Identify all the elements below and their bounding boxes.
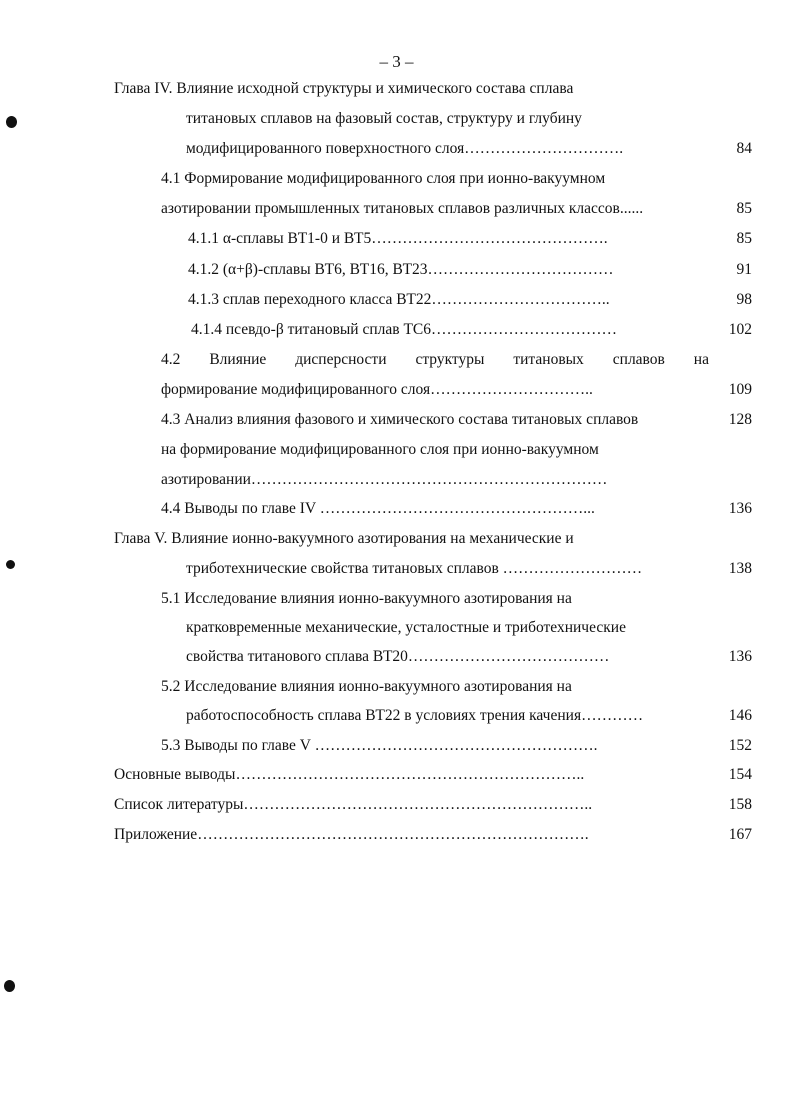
scan-hole-mark <box>6 560 15 569</box>
toc-page-number: 167 <box>728 826 752 843</box>
toc-title-line: модифицированного поверхностного слоя…………………………. <box>186 140 624 157</box>
toc-page-number: 158 <box>728 796 752 813</box>
toc-title-line: 4.1 Формирование модифицированного слоя при ионно-вакуумном <box>161 170 606 187</box>
toc-title-line: Приложение…………………………………………………………………. <box>114 826 589 843</box>
toc-page-number: 85 <box>736 200 752 217</box>
toc-word: сплавов <box>612 351 665 368</box>
toc-title-line: 4.1.4 псевдо-β титановый сплав ТС6……………………………… <box>191 321 618 338</box>
toc-page-number: 136 <box>728 648 752 665</box>
toc-title-line: Список литературы………………………………………………………….. <box>114 796 593 813</box>
toc-page-number: 128 <box>728 411 752 428</box>
toc-page-number: 136 <box>728 500 752 517</box>
toc-word: титановых <box>513 351 584 368</box>
toc-title-line: Глава IV. Влияние исходной структуры и химического состава сплава <box>114 80 574 97</box>
toc-title-line: на формирование модифицированного слоя при ионно-вакуумном <box>161 441 599 458</box>
toc-word: на <box>693 351 709 368</box>
page-number: – 3 – <box>379 52 414 71</box>
toc-title-line: 4.1.3 сплав переходного класса ВТ22…………………………….. <box>188 291 610 308</box>
toc-title-line: азотировании…………………………………………………………… <box>161 471 608 488</box>
toc-word: дисперсности <box>295 351 387 368</box>
toc-title-line: свойства титанового сплава ВТ20………………………………… <box>186 648 610 665</box>
toc-page-number: 85 <box>736 230 752 247</box>
toc-title-line: 4.4 Выводы по главе IV ……………………………………………... <box>161 500 595 517</box>
toc-page-number: 91 <box>736 261 752 278</box>
toc-page-number: 98 <box>736 291 752 308</box>
toc-page-number: 109 <box>728 381 752 398</box>
toc-word: Влияние <box>209 351 267 368</box>
toc-page-number: 102 <box>728 321 752 338</box>
toc-title-line: Основные выводы………………………………………………………….. <box>114 766 585 783</box>
toc-page-number: 154 <box>728 766 752 783</box>
scan-hole-mark <box>6 116 17 128</box>
toc-title-line: 5.2 Исследование влияния ионно-вакуумного азотирования на <box>161 678 572 695</box>
toc-page-number: 84 <box>736 140 752 157</box>
toc-title-line: 4.3 Анализ влияния фазового и химического состава титановых сплавов <box>161 411 639 428</box>
toc-title-line: титановых сплавов на фазовый состав, структуру и глубину <box>186 110 582 127</box>
toc-title-line: 5.1 Исследование влияния ионно-вакуумного азотирования на <box>161 590 572 607</box>
toc-page-number: 146 <box>728 707 752 724</box>
toc-title-line: триботехнические свойства титановых сплавов ……………………… <box>186 560 643 577</box>
toc-title-line: 4.1.1 α-сплавы ВТ1-0 и ВТ5………………………………………. <box>188 230 608 247</box>
toc-word: структуры <box>415 351 485 368</box>
toc-page-number: 152 <box>728 737 752 754</box>
toc-title-line: Глава V. Влияние ионно-вакуумного азотирования на механические и <box>114 530 574 547</box>
toc-title-line: работоспособность сплава ВТ22 в условиях трения качения………… <box>186 707 644 724</box>
toc-title-line: кратковременные механические, усталостные и триботехнические <box>186 619 626 636</box>
toc-title-line: 4.1.2 (α+β)-сплавы ВТ6, ВТ16, ВТ23……………………………… <box>188 261 614 278</box>
toc-word: 4.2 <box>161 351 181 368</box>
toc-title-line: 5.3 Выводы по главе V ………………………………………………. <box>161 737 598 754</box>
scan-hole-mark <box>4 980 15 992</box>
toc-title-line-justified <box>161 351 709 369</box>
toc-title-line: формирование модифицированного слоя………………………….. <box>161 381 593 398</box>
toc-title-line: азотировании промышленных титановых сплавов различных классов...... <box>161 200 644 217</box>
toc-page-number: 138 <box>728 560 752 577</box>
